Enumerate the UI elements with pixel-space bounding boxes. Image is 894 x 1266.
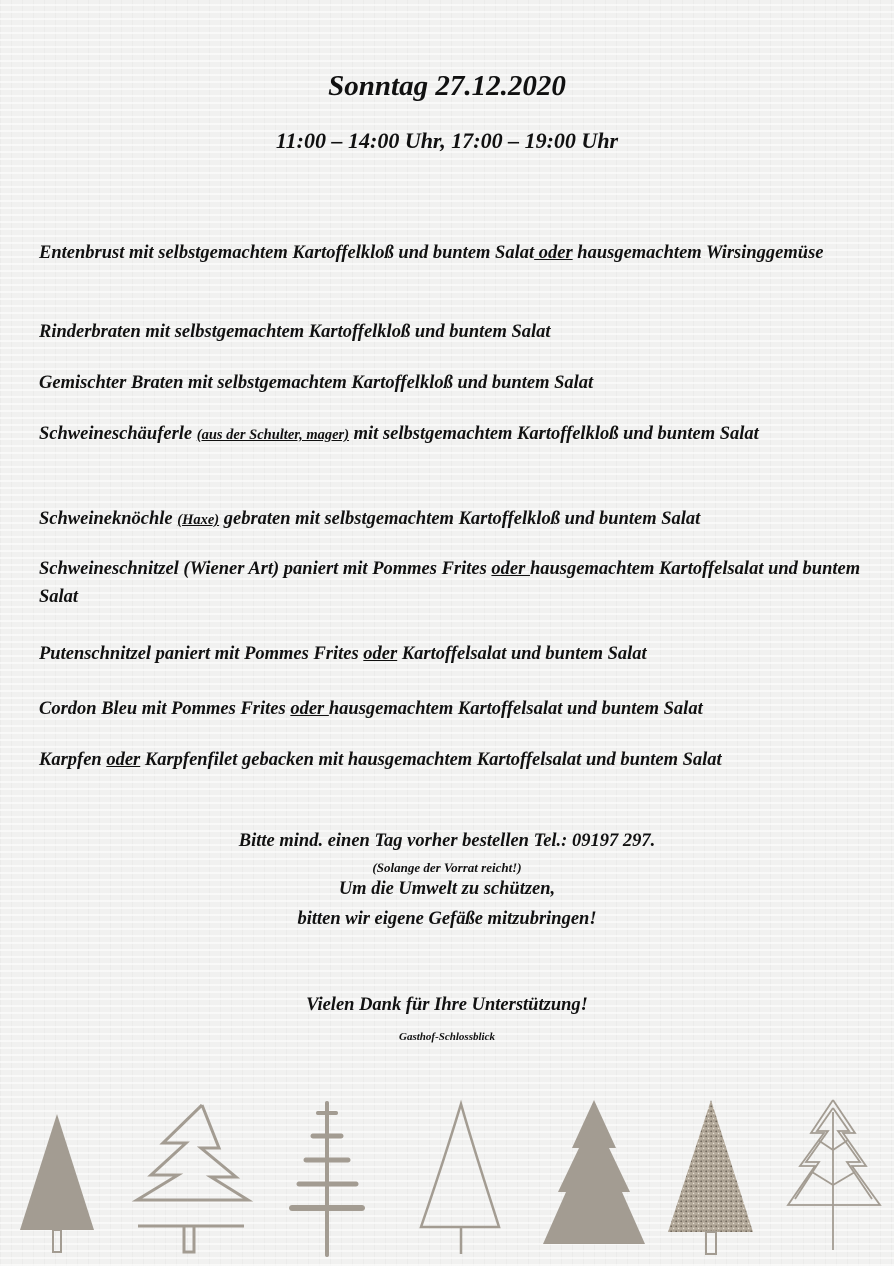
menu-item [39,746,869,774]
menu-text: mit selbstgemachtem Kartoffelkloß und buntem Salat [349,424,759,444]
underlined-text: oder [491,559,530,579]
underlined-text: oder [363,644,398,664]
signature: Gasthof-Schlossblick [399,1031,495,1043]
environment-note-line1: Um die Umwelt zu schützen, [338,879,556,899]
menu-item [39,695,869,723]
order-note: Bitte mind. einen Tag vorher bestellen Tel.: 09197 297. [238,831,656,851]
underlined-text: oder [534,243,573,263]
thanks-note: Vielen Dank für Ihre Unterstützung! [306,995,588,1015]
menu-text: hausgemachtem Kartoffelsalat und buntem Salat [39,559,861,607]
stock-note: (Solange der Vorrat reicht!) [372,860,522,875]
underlined-text: oder [290,699,329,719]
underlined-text: oder [106,750,141,770]
menu-text: Entenbrust mit selbstgemachtem Kartoffelkloß und buntem Salat [39,243,535,263]
menu-item [39,318,869,346]
menu-text: Cordon Bleu mit Pommes Frites [39,699,291,719]
underlined-text: (aus der Schulter, mager) [196,427,350,443]
sketch-tree-icon [788,1100,880,1250]
menu-text: hausgemachtem Kartoffelsalat und buntem Salat [328,699,703,719]
page-title: Sonntag 27.12.2020 [328,70,566,102]
tiered-solid-tree-icon [543,1100,645,1244]
menu-item [39,555,869,611]
menu-text: Schweineknöchle [39,509,178,529]
menu-text: Rinderbraten mit selbstgemachtem Kartoffelkloß und buntem Salat [39,322,551,342]
underlined-text: (Haxe) [177,512,220,528]
zigzag-outline-tree-icon [137,1105,248,1252]
glitter-tree-icon [668,1100,753,1254]
menu-item [39,239,869,267]
menu-text: Karpfenfilet gebacken mit hausgemachtem Kartoffelsalat und buntem Salat [140,750,722,770]
solid-tree-icon [20,1114,94,1252]
menu-text: Gemischter Braten mit selbstgemachtem Kartoffelkloß und buntem Salat [39,373,594,393]
menu-text: Karpfen [39,750,107,770]
menu-text: Schweineschnitzel (Wiener Art) paniert mit Pommes Frites [39,559,492,579]
menu-text: hausgemachtem Wirsinggemüse [572,243,824,263]
menu-item [39,505,869,534]
menu-item [39,420,869,449]
outline-cone-tree-icon [421,1104,499,1254]
opening-hours: 11:00 – 14:00 Uhr, 17:00 – 19:00 Uhr [275,128,619,153]
menu-text: Putenschnitzel paniert mit Pommes Frites [39,644,364,664]
menu-text: Kartoffelsalat und buntem Salat [397,644,647,664]
menu-text: gebraten mit selbstgemachtem Kartoffelkloß und buntem Salat [219,509,701,529]
environment-note-line2: bitten wir eigene Gefäße mitzubringen! [297,909,597,929]
menu-item [39,369,869,397]
menu-text: Schweineschäuferle [39,424,197,444]
tree-decoration-row [0,1090,894,1266]
menu-item [39,640,869,668]
branch-tree-icon [292,1103,362,1255]
